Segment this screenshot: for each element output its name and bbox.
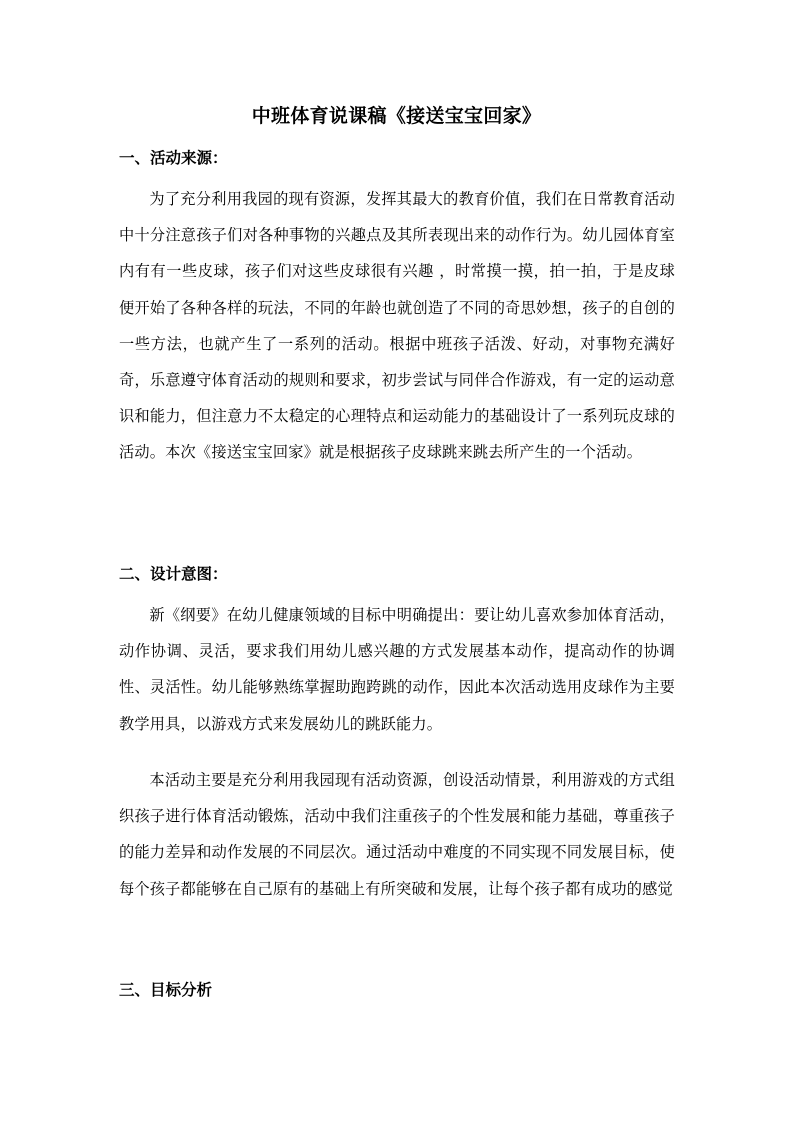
section-heading-design-intent: 二、设计意图： [119,565,228,583]
paragraph-design-intent-1: 新《纲要》在幼儿健康领域的目标中明确提出：要让幼儿喜欢参加体育活动，动作协调、灵活，要求我们用幼儿感兴趣的方式发展基本动作，提高动作的协调性、灵活性。幼儿能够熟练掌握助跑跨跳的动作，因此本次活动选用皮球作为主要教学用具，以游戏方式来发展幼儿的跳跃能力。 [119,606,675,733]
section-heading-activity-source: 一、活动来源： [119,149,228,167]
document-title: 中班体育说课稿《接送宝宝回家》 [251,105,542,127]
paragraph-design-intent-2: 本活动主要是充分利用我园现有活动资源，创设活动情景，利用游戏的方式组织孩子进行体育活动锻炼，活动中我们注重孩子的个性发展和能力基础，尊重孩子的能力差异和动作发展的不同层次。通过活动中难度的不同实现不同发展目标，使每个孩子都能够在自己原有的基础上有所突破和发展，让每个孩子都有成功的感觉 [119,771,675,898]
paragraph-activity-source: 为了充分利用我园的现有资源，发挥其最大的教育价值，我们在日常教育活动中十分注意孩子们对各种事物的兴趣点及其所表现出来的动作行为。幼儿园体育室内有有一些皮球，孩子们对这些皮球很有兴趣 ，时常摸一摸，拍一拍，于是皮球便开始了各种各样的玩法，不同的年龄也就创造了不同的奇思妙想，孩子的自创的一些方法，也就产生了一系列的活动。根据中班孩子活泼、好动，对事物充满好奇，乐意遵守体育活动的规则和要求，初步尝试与同伴合作游戏，有一定的运动意识和能力，但注意力不太稳定的心理特点和运动能力的基础设计了一系列玩皮球的活动。本次《接送宝宝回家》就是根据孩子皮球跳来跳去所产生的一个活动。 [119,190,675,462]
section-heading-goal-analysis: 三、目标分析 [119,981,213,999]
